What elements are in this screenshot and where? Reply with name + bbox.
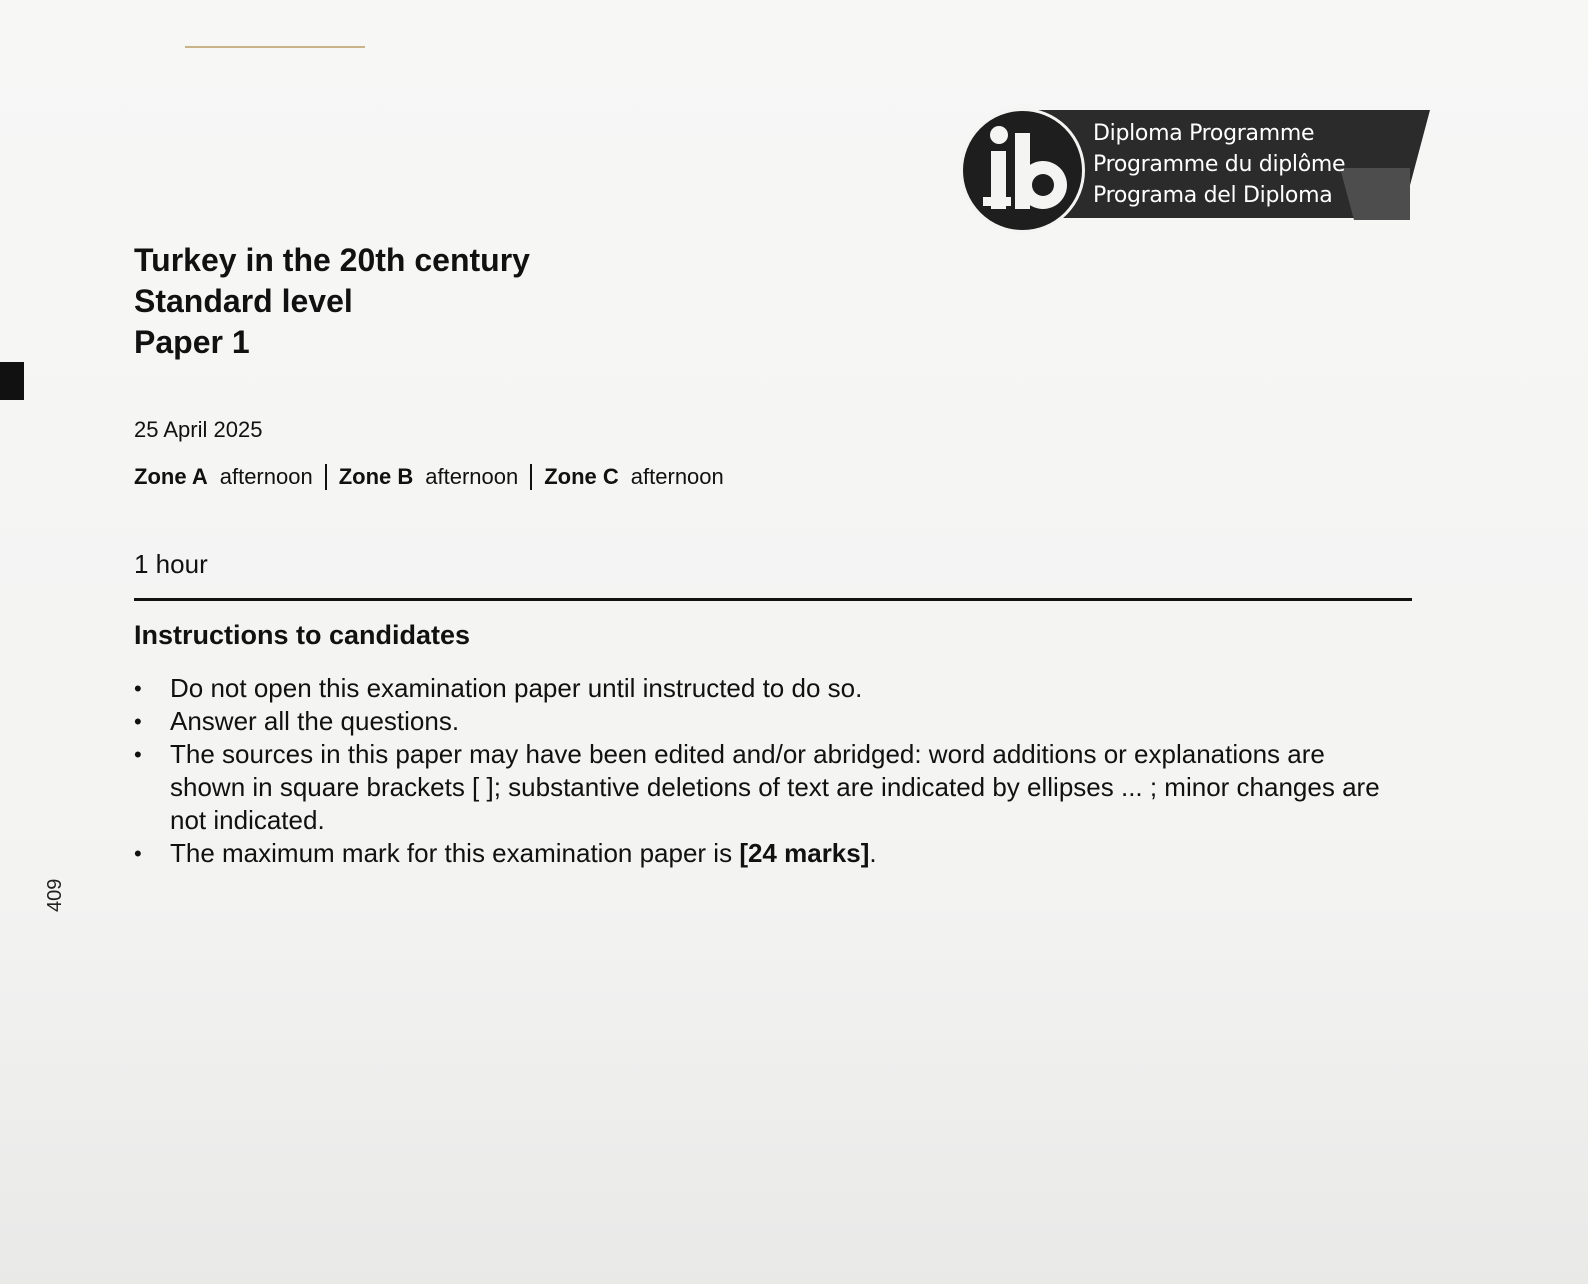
zone-b-label: Zone B [338,464,414,489]
subject-title: Turkey in the 20th century [134,242,530,278]
zone-c-time: afternoon [630,464,724,489]
zone-a-label: Zone A [134,464,208,489]
side-page-code: 409 [44,878,66,912]
zone-b-time: afternoon [425,464,519,489]
ib-emblem-icon [960,108,1085,233]
instruction-item [134,837,1384,870]
registration-mark [0,362,24,400]
max-marks: [24 marks] [739,838,870,868]
instructions-list [134,672,1384,870]
instructions-heading: Instructions to candidates [134,620,471,650]
instruction-period: . [869,838,877,868]
zone-divider [530,464,532,490]
zone-times [134,464,724,490]
ib-logo [960,108,1430,233]
logo-text [1093,118,1345,211]
instruction-text: The maximum mark for this examination paper is [170,838,740,868]
zone-c-label: Zone C [544,464,619,489]
logo-line-spanish: Programa del Diploma [1093,183,1333,208]
instruction-item [134,705,1384,738]
paper-title: Paper 1 [134,324,250,360]
instruction-item [134,738,1384,837]
exam-date: 25 April 2025 [134,417,263,442]
exam-title-block [134,240,530,363]
section-divider [134,598,1412,601]
zone-a-time: afternoon [219,464,313,489]
logo-line-french: Programme du diplôme [1093,152,1346,177]
instruction-text: The sources in this paper may have been edited and/or abridged: word additions or explanations are shown in square brackets [ ]; substantive deletions of text are indicated by ellipses ... ; minor changes are not indicated. [170,739,1380,835]
instruction-item [134,672,1384,705]
instruction-text: Do not open this examination paper until instructed to do so. [170,673,863,703]
exam-duration: 1 hour [134,549,208,579]
level-title: Standard level [134,283,353,319]
top-decorative-rule [185,46,365,48]
zone-divider [325,464,327,490]
instruction-text: Answer all the questions. [170,706,460,736]
logo-line-english: Diploma Programme [1093,121,1315,146]
